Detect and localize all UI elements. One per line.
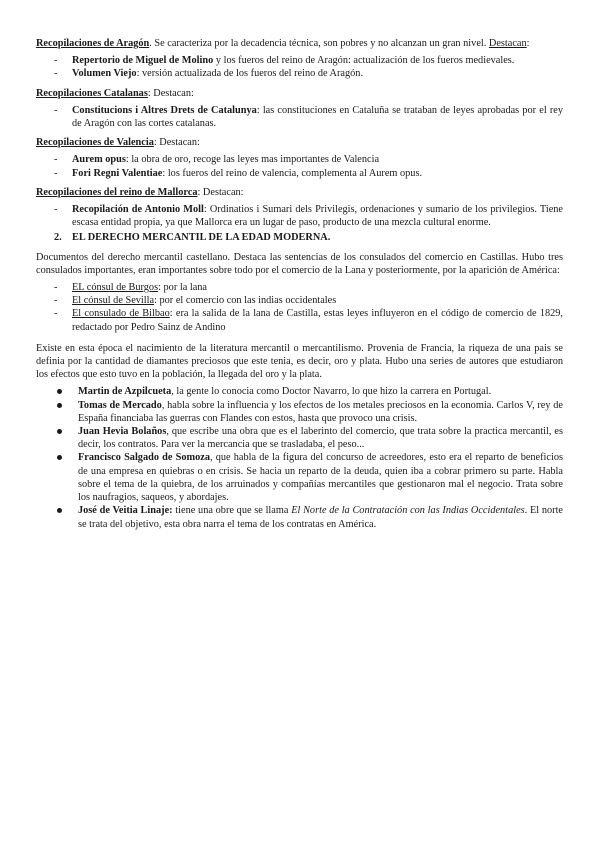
mallorca-list xyxy=(36,203,563,229)
consulados-list xyxy=(36,281,563,334)
list-item: José de Veitia Linaje: tiene una obre que se llama El Norte de la Contratación con las Indias Occidentales. El norte se trata del objetivo, esta obra narra el tema de los contratas en América. xyxy=(36,504,563,530)
section-catalanas-heading: Recopilaciones Catalanas xyxy=(36,87,148,99)
catalanas-list xyxy=(36,104,563,130)
autores-list xyxy=(36,385,563,530)
section-valencia-intro: Recopilaciones de Valencia: Destacan: xyxy=(36,137,200,149)
section-heading-derecho-mercantil: 2. EL DERECHO MERCANTIL DE LA EDAD MODERNA. xyxy=(54,232,331,244)
section-aragon-heading: Recopilaciones de Aragón xyxy=(36,38,150,49)
section-valencia-heading: Recopilaciones de Valencia xyxy=(36,137,154,149)
list-item: - EL cónsul de Burgos: por la lana xyxy=(36,281,563,294)
section-aragon-intro: Recopilaciones de Aragón. Se caracteriza por la decadencia técnica, son pobres y no alcanzan un gran nivel. Destacan: xyxy=(36,38,530,49)
list-item: - Fori Regni Valentiae: los fueros del reino de valencia, complementa al Aurem opus. xyxy=(36,167,563,180)
list-item: - El consulado de Bilbao: era la salida de la lana de Castilla, estas leyes influyeron en el código de comercio de 1829, redactado por Pedro Sainz de Andino xyxy=(36,307,563,333)
list-item: Juan Hevia Bolaños, que escribe una obra que es el laberinto del comercio, que trata sobre la practica mercantil, es decir, los contratos. Para ver la mercancia que se trasladaba, el peso... xyxy=(36,425,563,451)
list-item: - Volumen Viejo: versión actualizada de los fueros del reino de Aragón. xyxy=(36,67,563,80)
list-item: Martin de Azpilcueta, la gente lo conocia como Doctor Navarro, lo que hizo la carrera en Portugal. xyxy=(36,385,563,398)
list-item: Tomas de Mercado, habla sobre la influencia y los efectos de los metales preciosos en la economia. Carlos V, rey de España financiaba las guerras con Flandes con estos, hasta que provoco una crisis. xyxy=(36,399,563,425)
section-mallorca-intro: Recopilaciones del reino de Mallorca: Destacan: xyxy=(36,186,244,198)
paragraph-consulados: Documentos del derecho mercantil castellano. Destaca las sentencias de los consulados del comercio en Castillas. Hubo tres consulados importantes, eran importantes sobre todo por el comercio de la Lana y posteriormente, por la aparición de América: xyxy=(36,251,563,276)
section-catalanas-intro: Recopilaciones Catalanas: Destacan: xyxy=(36,87,194,99)
document-body xyxy=(36,37,563,531)
list-item: - Constitucions i Altres Drets de Catalunya: las constituciones en Cataluña se trataban de leyes aprobadas por el rey de Aragón con las cortes catalanas. xyxy=(36,104,563,130)
list-item: - Aurem opus: la obra de oro, recoge las leyes mas importantes de Valencia xyxy=(36,153,563,166)
list-item: Francisco Salgado de Somoza, que habla de la figura del concurso de acreedores, esto era el reparto de beneficios de una empresa en quiebras o en crisis. Se hacia un reparto de la deuda, quien iba a cobrar primero su parte. Habla sobre el tema de la quiebra, de los arruinados y compañías mercantiles que gestionaron mal el negocio. Trata sobre los naufragios, saqueos, y abordajes. xyxy=(36,451,563,504)
list-item: - El cónsul de Sevilla: por el comercio con las indias occidentales xyxy=(36,294,563,307)
numbered-heading-list xyxy=(36,231,563,244)
list-item: - Recopilación de Antonio Moll: Ordinatios i Sumari dels Privilegis, ordenaciones y sumario de los privilegios. Tiene escasa entidad propia, ya que Mallorca era un lugar de paso, producto de una mezcla cultural enorme. xyxy=(36,203,563,229)
paragraph-mercantilismo: Existe en esta época el nacimiento de la literatura mercantil o mercantilismo. Provenia de Francia, la riqueza de una pais se definia por la cantidad de diamantes preciosos que este tenia, es decir, oro y plata. Hubo una series de autores que estudiaron los efectos que esto tuvo en la población, la llegada del oro y la plata. xyxy=(36,342,563,381)
aragon-list xyxy=(36,54,563,80)
valencia-list xyxy=(36,153,563,179)
list-item: - Repertorio de Miguel de Molino y los fueros del reino de Aragón: actualización de los fueros medievales. xyxy=(36,54,563,67)
section-mallorca-heading: Recopilaciones del reino de Mallorca xyxy=(36,186,198,198)
